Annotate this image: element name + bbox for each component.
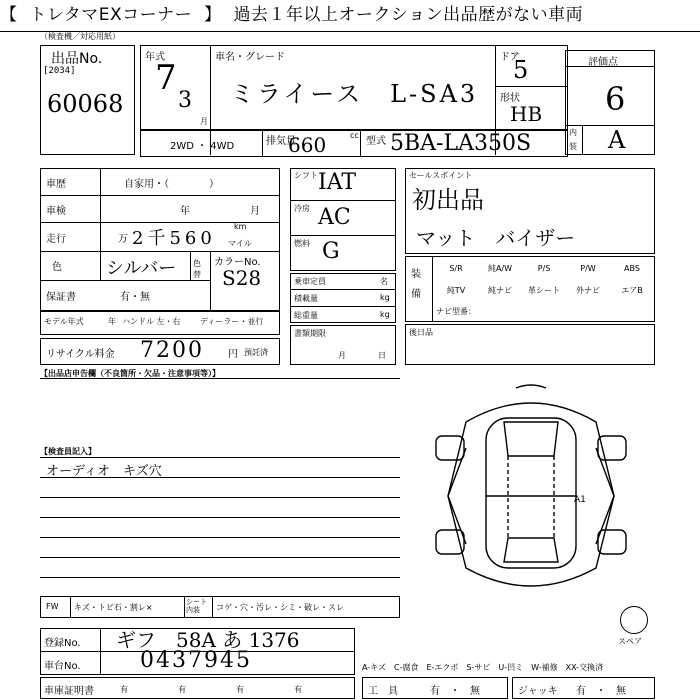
recycle-value: 7200 bbox=[140, 338, 204, 363]
year-value: 7 bbox=[155, 58, 177, 98]
warranty-label: 保証書 bbox=[46, 292, 76, 303]
seat-legend: コゲ・穴・汚レ・シミ・破レ・スレ bbox=[216, 603, 344, 612]
rating-label: 評価点 bbox=[588, 57, 618, 68]
dealer-notice-label: 【出品店申告欄（不良箇所・欠品・注意事項等）】 bbox=[40, 369, 220, 378]
cert-mark-3: 有 bbox=[236, 685, 244, 694]
shift-value: IAT bbox=[318, 170, 357, 195]
equipment-item: ABS bbox=[624, 264, 640, 273]
sales-points-line1: 初出品 bbox=[412, 186, 484, 214]
lot-box bbox=[40, 45, 135, 155]
jack-label: ジャッキ bbox=[518, 686, 558, 697]
tools-label: 工 具 bbox=[368, 686, 398, 697]
ac-label: 冷房 bbox=[294, 204, 310, 213]
car-diagram bbox=[408, 378, 654, 610]
shape-value: HB bbox=[510, 102, 543, 126]
sales-points-line2: マット バイザー bbox=[416, 226, 576, 250]
spare-tire-icon bbox=[620, 606, 648, 634]
color-code-value: S28 bbox=[222, 266, 262, 290]
displacement-label: 排気量 bbox=[266, 136, 296, 147]
inspection-label: 車検 bbox=[46, 206, 66, 217]
capacity-unit: 名 bbox=[380, 277, 388, 286]
mileage-prefix: 万 bbox=[118, 234, 128, 245]
color-code-label: カラーNo. bbox=[214, 257, 261, 268]
spare-label: スペア bbox=[618, 637, 642, 646]
recycle-note: 預託済 bbox=[244, 348, 268, 357]
docs-label: 書類期限 bbox=[294, 329, 326, 338]
after-install-box bbox=[405, 324, 655, 365]
car-name-label: 車名・グレード bbox=[215, 52, 285, 63]
color-sub: 色替 bbox=[193, 259, 201, 279]
model-year-label: モデル年式 bbox=[44, 317, 84, 326]
car-name-value: ミライース L-SA3 bbox=[230, 80, 479, 108]
mileage-label: 走行 bbox=[46, 234, 66, 245]
year-month-value: 3 bbox=[178, 88, 192, 113]
model-year-year: 年 bbox=[108, 317, 116, 326]
banner-notice: 過去１年以上オークション出品歴がない車両 bbox=[233, 5, 584, 25]
equipment-item: エアB bbox=[621, 286, 643, 295]
drive-label: 2WD ・ 4WD bbox=[170, 141, 235, 152]
color-label: 色 bbox=[52, 262, 62, 273]
fuel-value: G bbox=[322, 239, 340, 264]
model-year-dealer: ディーラー・並行 bbox=[200, 317, 264, 326]
model-year-handle: ハンドル 左・右 bbox=[122, 317, 181, 326]
displacement-unit: cc bbox=[350, 131, 359, 140]
interior-value: A bbox=[608, 126, 626, 154]
equipment-item: 外ナビ bbox=[576, 286, 600, 295]
cert-mark-2: 有 bbox=[178, 685, 186, 694]
ac-value: AC bbox=[318, 205, 351, 230]
load-unit: kg bbox=[380, 293, 390, 302]
banner bbox=[0, 0, 700, 31]
banner-corner-name: トレタマEXコーナー bbox=[29, 5, 193, 25]
inspector-note: オーディオ キズ穴 bbox=[46, 464, 162, 479]
doors-value: 5 bbox=[513, 56, 529, 84]
registration-value: ギフ 58A あ 1376 bbox=[116, 628, 300, 652]
equipment-item: 純ナビ bbox=[488, 286, 512, 295]
history-label: 車歴 bbox=[46, 179, 66, 190]
equipment-item: P/W bbox=[580, 264, 596, 273]
mileage-unit: km bbox=[234, 222, 247, 231]
seat-label: シート内装 bbox=[186, 598, 207, 614]
chassis-value: 0437945 bbox=[140, 648, 252, 673]
interior-label-bottom: 装 bbox=[569, 142, 577, 151]
inspector-label: 【検査員記入】 bbox=[40, 447, 96, 456]
inspection-year: 年 bbox=[180, 206, 190, 217]
history-value: 自家用・（ ） bbox=[124, 179, 219, 190]
warranty-value: 有・無 bbox=[120, 292, 150, 303]
fw-legend: キズ・トビ石・割レ× bbox=[74, 603, 153, 612]
model-value: 5BA-LA350S bbox=[390, 131, 532, 156]
cert-mark-1: 有 bbox=[120, 685, 128, 694]
weight-unit: kg bbox=[380, 310, 390, 319]
model-label: 型式 bbox=[366, 136, 386, 147]
shape-label: 形状 bbox=[500, 93, 520, 104]
banner-left-bracket: 【 bbox=[0, 5, 18, 25]
inspection-month: 月 bbox=[250, 206, 260, 217]
displacement-value: 660 bbox=[288, 133, 327, 157]
fw-label: FW bbox=[46, 602, 59, 611]
after-install-label: 後日品 bbox=[409, 328, 433, 337]
top-note: （検査機／対応用紙） bbox=[40, 32, 120, 41]
sales-points-label: セールスポイント bbox=[409, 171, 473, 180]
equipment-item: P/S bbox=[537, 264, 551, 273]
mileage-unit2: マイル bbox=[228, 239, 252, 248]
year-month-unit: 月 bbox=[200, 117, 208, 126]
cert-label: 車庫証明書 bbox=[44, 686, 94, 697]
equipment-item: 純TV bbox=[446, 286, 466, 295]
docs-month: 月 bbox=[338, 351, 346, 360]
cert-mark-4: 有 bbox=[294, 685, 302, 694]
doors-label: ドア bbox=[500, 52, 520, 63]
equipment-item: 純A/W bbox=[487, 264, 513, 273]
recycle-unit: 円 bbox=[228, 349, 238, 360]
chassis-label: 車台No. bbox=[44, 661, 81, 672]
weight-label: 総重量 bbox=[294, 311, 318, 320]
rating-value: 6 bbox=[605, 80, 626, 118]
shift-label: シフト bbox=[294, 171, 318, 180]
lot-value: 60068 bbox=[47, 90, 124, 118]
equipment-item: 革シート bbox=[528, 286, 560, 295]
capacity-label: 乗車定員 bbox=[294, 277, 326, 286]
lot-label: 出品No. bbox=[51, 51, 103, 67]
diagram-note: A1 bbox=[574, 495, 586, 505]
jack-value: 有 ・ 無 bbox=[576, 686, 626, 697]
color-value: シルバー bbox=[106, 258, 177, 279]
damage-legend: A-キズ C-腐食 E-エクボ S-サビ U-凹ミ W-補修 XX-交換済 bbox=[362, 663, 604, 672]
fuel-label: 燃料 bbox=[294, 239, 310, 248]
recycle-label: リサイクル料金 bbox=[46, 349, 115, 360]
banner-right-bracket: 】 bbox=[204, 5, 222, 25]
equipment-label: 装備 bbox=[411, 269, 421, 300]
year-label: 年式 bbox=[145, 52, 165, 63]
interior-label-top: 内 bbox=[569, 128, 577, 137]
mileage-value: 2千560 bbox=[132, 228, 216, 249]
tools-value: 有 ・ 無 bbox=[430, 686, 480, 697]
equipment-navi-label: ナビ型番： bbox=[436, 307, 476, 316]
equipment-item: S/R bbox=[449, 264, 463, 273]
docs-day: 日 bbox=[378, 351, 386, 360]
load-label: 積載量 bbox=[294, 294, 318, 303]
registration-label: 登録No. bbox=[44, 638, 81, 649]
lot-code: [2034] bbox=[43, 66, 76, 76]
